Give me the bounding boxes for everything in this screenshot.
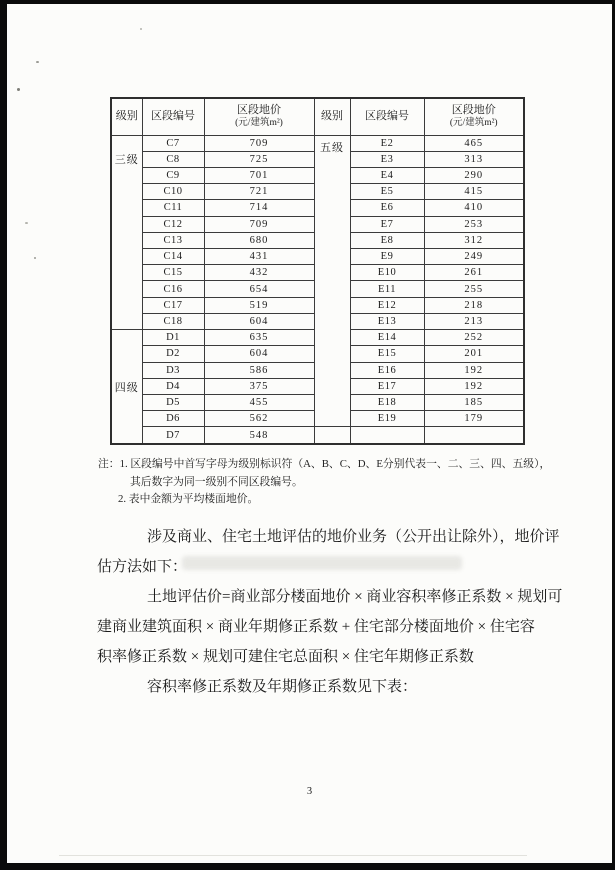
section-code-cell: D6 [142,411,204,427]
section-price-cell: 375 [204,378,314,394]
section-price-cell: 635 [204,330,314,346]
section-price-cell: 313 [424,151,524,167]
section-code-cell: E13 [350,313,424,329]
page [7,4,612,863]
scan-speck [140,28,142,30]
section-price-cell: 249 [424,249,524,265]
table-header-row [111,98,524,135]
section-code-cell: E17 [350,378,424,394]
header-price-title: 区段地价 [451,103,496,116]
section-code-cell: E5 [350,184,424,200]
section-price-cell: 179 [424,411,524,427]
section-code-cell: C16 [142,281,204,297]
section-code-cell: E10 [350,265,424,281]
table-row [111,135,524,151]
header-level-right: 级别 [314,98,350,135]
body-paragraphs [97,522,563,702]
header-price-title: 区段地价 [237,103,281,116]
section-price-cell: 192 [424,362,524,378]
section-price-cell: 548 [204,427,314,444]
section-price-cell: 721 [204,184,314,200]
scan-speck [25,222,28,224]
section-price-cell: 192 [424,378,524,394]
note-line: 其后数字为同一级别不同区段编号。 [130,475,303,488]
formula-line: 土地评估价=商业部分楼面地价 × 商业容积率修正系数 × 规划可 [147,589,563,605]
section-price-cell: 714 [204,200,314,216]
header-price-unit: (元/建筑m²) [449,117,498,128]
section-price-cell: 185 [424,395,524,411]
header-price-right [424,98,524,135]
section-code-cell: C18 [142,313,204,329]
formula-line: 建商业建筑面积 × 商业年期修正系数 + 住宅部分楼面地价 × 住宅容 [97,619,535,635]
section-code-cell: E8 [350,232,424,248]
section-code-cell: E4 [350,167,424,183]
section-code-cell [350,427,424,444]
section-price-cell: 725 [204,151,314,167]
section-price-cell: 701 [204,167,314,183]
section-code-cell: D4 [142,378,204,394]
section-code-cell: C12 [142,216,204,232]
price-table-body [111,135,524,444]
level-cell [314,427,350,444]
section-code-cell: C7 [142,135,204,151]
scan-speck [17,88,20,91]
section-code-cell: E7 [350,216,424,232]
section-code-cell: D3 [142,362,204,378]
section-code-cell: E19 [350,411,424,427]
scan-speck [34,257,36,259]
section-price-cell: 709 [204,216,314,232]
section-code-cell: E16 [350,362,424,378]
header-price-left [204,98,314,135]
section-price-cell [424,427,524,444]
section-code-cell: C17 [142,297,204,313]
section-price-cell: 415 [424,184,524,200]
section-code-cell: E14 [350,330,424,346]
section-price-cell: 410 [424,200,524,216]
section-price-cell: 255 [424,281,524,297]
level-cell: 五级 [314,135,350,427]
level-cell: 四级 [111,330,142,444]
section-code-cell: C11 [142,200,204,216]
paragraph-line: 估方法如下： [97,559,188,575]
section-code-cell: E18 [350,395,424,411]
level-cell: 三级 [111,135,142,330]
section-code-cell: D5 [142,395,204,411]
section-code-cell: E12 [350,297,424,313]
section-price-cell: 252 [424,330,524,346]
section-price-cell: 680 [204,232,314,248]
section-price-cell: 431 [204,249,314,265]
section-code-cell: E6 [350,200,424,216]
section-code-cell: C13 [142,232,204,248]
scan-speck [36,61,39,63]
section-price-cell: 312 [424,232,524,248]
section-code-cell: E9 [350,249,424,265]
section-price-cell: 519 [204,297,314,313]
section-code-cell: D1 [142,330,204,346]
table-notes [98,456,551,509]
note-line: 2. 表中金额为平均楼面地价。 [118,493,259,505]
section-code-cell: D7 [142,427,204,444]
footer-rule [59,855,527,856]
paragraph-line: 涉及商业、住宅土地评估的地价业务（公开出让除外），地价评 [147,529,560,545]
section-price-cell: 465 [424,135,524,151]
section-code-cell: C15 [142,265,204,281]
section-code-cell: C10 [142,184,204,200]
section-price-cell: 604 [204,313,314,329]
section-code-cell: C14 [142,249,204,265]
section-price-cell: 455 [204,395,314,411]
section-code-cell: E3 [350,151,424,167]
section-code-cell: D2 [142,346,204,362]
header-level-left: 级别 [111,98,142,135]
header-code-left: 区段编号 [142,98,204,135]
section-price-cell: 201 [424,346,524,362]
paragraph-line: 容积率修正系数及年期修正系数见下表： [147,679,418,695]
land-price-table [110,97,525,445]
section-price-cell: 261 [424,265,524,281]
table-row [111,427,524,444]
section-code-cell: E15 [350,346,424,362]
note-line: 注：1. 区段编号中首写字母为级别标识符（A、B、C、D、E分别代表一、二、三、四、五级）， [98,458,551,470]
header-code-right: 区段编号 [350,98,424,135]
section-price-cell: 709 [204,135,314,151]
page-number: 3 [306,786,313,797]
section-price-cell: 604 [204,346,314,362]
section-price-cell: 213 [424,313,524,329]
section-price-cell: 218 [424,297,524,313]
section-code-cell: E2 [350,135,424,151]
section-code-cell: C8 [142,151,204,167]
header-price-unit: (元/建筑m²) [235,117,283,128]
section-price-cell: 253 [424,216,524,232]
section-price-cell: 290 [424,167,524,183]
section-code-cell: C9 [142,167,204,183]
section-price-cell: 432 [204,265,314,281]
section-price-cell: 586 [204,362,314,378]
section-price-cell: 654 [204,281,314,297]
section-code-cell: E11 [350,281,424,297]
formula-line: 积率修正系数 × 规划可建住宅总面积 × 住宅年期修正系数 [97,649,474,665]
section-price-cell: 562 [204,411,314,427]
